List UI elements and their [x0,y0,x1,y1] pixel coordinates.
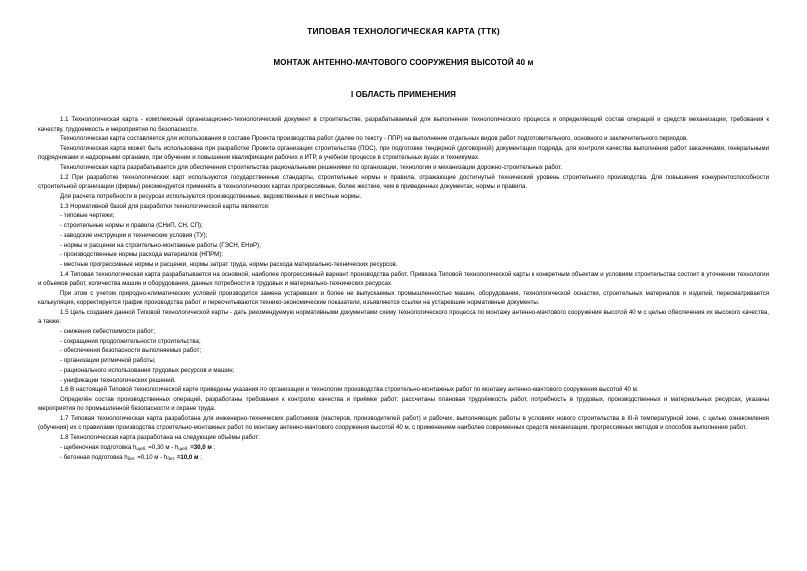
paragraph: 1.1 Технологическая карта - комплексный организационно-технологический документ в строительстве, разрабатываемый для выполнения технологического процесса и определяющий состав операций и средств механизации, требования к качеству, трудоемкость и мероприятия по безопасности. [38,116,769,133]
volume-prefix: - щебеночная подготовка h [60,443,137,451]
list-item: - унификации технологических решений. [60,376,176,384]
paragraph: 1.6 В настоящей Типовой технологической карте приведены указания по организации и технологии производства строительно-монтажных работ по монтажу антенно-мачтового сооружения высотой 40 м. [60,386,639,394]
list-item-volume [38,443,769,452]
list-item: - строительные нормы и правила (СНиП, СН, СП); [60,222,203,230]
volume-sub: щеб. [136,446,147,452]
paragraph: Технологическая карта разрабатывается для обеспечения строительства рациональными решениями по организации, технологии и механизации дорожно-строительных работ. [60,164,562,172]
paragraph: 1.7 Типовая технологическая карта разработана для инженерно-технических работников (мастеров, производителей работ) и рабочих, выполняющих работы в условиях нового строительства в III-й температурной зоне, с целью ознакомления (обучения) их с правилами производства строительно-монтажных работ по монтажу антенно-мачтового сооружения высотой 40 м, с применением наиболее современных средств механизации, прогрессивных методов и способов выполнения работ. [38,415,769,432]
paragraph: Технологическая карта составляется для использования в составе Проекта производства работ (далее по тексту - ППР) на выполнение отдельных видов работ подготовительного, основного и заключительного периодов. [60,135,688,143]
paragraph: Определён состав производственных операций, разработаны требования к контролю качества и приёмке работ; рассчитаны плановая трудоёмкость работ, потребность в трудовых, производственных и материальных ресурсах, указаны мероприятия по промышленной безопасности и охране труда. [38,396,769,413]
volume-mid: =0,10 м - h [135,453,168,461]
paragraph: При этом с учетом природно-климатических условий производится замена устаревших и более не выпускаемых промышленностью машин, оборудования, технологической оснастки, строительных материалов и изделий, пересматривается калькуляция, корректируется график производства работ и пересчитываются технико-экономические показатели, изъявляются ссылки на устаревшие нормативные документы. [38,289,769,307]
list-item: - типовые чертежи; [60,212,115,220]
volume-prefix: - бетонная подготовка h [60,453,128,461]
volume-suffix: ; [198,453,202,461]
title-block [38,26,769,99]
paragraph: 1.8 Технологическая карта разработана на следующие объёмы работ: [60,434,260,442]
list-item: - снижения себестоимости работ; [60,327,156,335]
list-item: - обеспечения безопасности выполняемых работ; [60,347,202,355]
paragraph: 1.4 Типовая технологическая карта разрабатывается на основной, наиболее прогрессивный вариант производства работ. Привязка Типовой технологической карты к конкретным объектам и условиям строительства состоит в уточнении технологии и объемов работ, количества машин и оборудования, данных потребности в трудовых и материально-технических ресурсах. [38,270,769,288]
section-heading: I ОБЛАСТЬ ПРИМЕНЕНИЯ [350,89,457,99]
volume-value: =30,0 м [188,443,212,451]
paragraph: 1.5 Цель создания данной Типовой технологической карты - дать рекомендуемую нормативными документами схему технологического процесса по монтажу антенно-мачтового сооружения высотой 40 м с целью обеспечения их высокого качества, а также: [38,308,769,326]
volume-sub: бет. [167,456,176,462]
list-item-volume [38,453,769,462]
paragraph: 1.2 При разработке технологических карт используются государственные стандарты, строительные нормы и правила, отражающие достигнутый технический уровень строительного производства. Для повышения конкурентоспособности строительной организации (фирмы) рекомендуется применять в технологических картах прогрессивные, более жесткие, чем в приведенных документах, нормы и правила. [38,173,769,191]
list-item: - организации ритмичной работы; [60,357,156,365]
list-item: - рационального использования трудовых ресурсов и машин; [60,366,235,374]
volume-suffix: ; [211,443,216,451]
document-subtitle: МОНТАЖ АНТЕННО-МАЧТОВОГО СООРУЖЕНИЯ ВЫСОТОЙ 40 м [273,58,534,68]
list-item: - заводские инструкции и технические условия (ТУ); [60,231,208,239]
list-item: - сокращения продолжительности строительства; [60,337,201,345]
volume-sub: щеб. [178,446,189,452]
volume-sub: бет. [127,456,136,462]
volume-mid: =0,30 м - h [146,443,179,451]
list-item: - нормы и расценки на строительно-монтажные работы (ГЭСН, ЕНиР); [60,241,261,249]
document-body [38,115,769,462]
paragraph: Технологическая карта может быть использована при разработке Проекта организации строительства (ПОС), при подготовке тендерной (договорной) документации подряда, для контроля качества выполнения работ заказчиками, генеральными подрядчиками и надзорными органами, при обучении и повышении квалификации рабочих и ИТР, в учебном процессе в строительных вузах и техникумах. [38,145,769,162]
volume-value: =10,0 м [175,453,199,461]
list-item: - производственные нормы расхода материалов (НПРМ); [60,251,223,259]
paragraph: 1.3 Нормативной базой для разработки технологической карты являются: [60,202,270,210]
list-item: - местные прогрессивные нормы и расценки, нормы затрат труда, нормы расхода материально-технических ресурсов. [60,261,398,269]
page-title: ТИПОВАЯ ТЕХНОЛОГИЧЕСКАЯ КАРТА (ТТК) [307,26,500,36]
paragraph: Для расчета потребности в ресурсах используются производственные, ведомственные и местные нормы. [60,192,362,200]
